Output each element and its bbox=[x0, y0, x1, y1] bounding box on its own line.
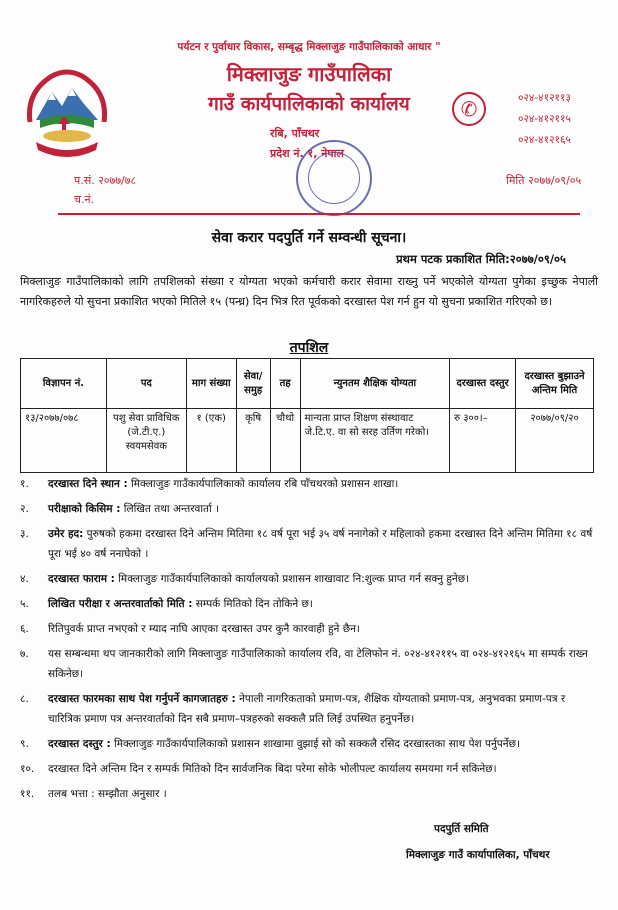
address-line-2: प्रदेश नं. १, नेपाल bbox=[270, 147, 344, 160]
committee-name: पदपुर्ति समिति bbox=[434, 823, 489, 835]
column-header: दरखास्त दस्तुर bbox=[450, 359, 516, 409]
column-header: सेवा/ समुह bbox=[236, 359, 270, 409]
column-header: विज्ञापन नं. bbox=[21, 359, 107, 409]
item-number: १०. bbox=[20, 763, 35, 775]
reference-number: प.सं. २०७७/७८ bbox=[74, 174, 137, 187]
table-cell: रु ३००।– bbox=[450, 409, 516, 473]
item-label: उमेर हद: bbox=[48, 528, 84, 540]
phone-number: ०२४-४१२११५ bbox=[518, 113, 571, 125]
list-item bbox=[20, 474, 598, 494]
phone-numbers bbox=[518, 88, 571, 151]
item-label: परीक्षाको किसिम : bbox=[48, 503, 121, 515]
item-number: ८. bbox=[20, 693, 29, 705]
signature-block bbox=[406, 822, 550, 862]
phone-number: ०२४-४१२११३ bbox=[518, 92, 571, 104]
item-text: तलब भत्ता : सम्झौता अनुसार । bbox=[48, 788, 167, 800]
table-cell: मान्यता प्राप्त शिक्षण संस्थावाट जे.टि.ए. वा सो सरह उर्तिण गरेको। bbox=[300, 409, 450, 473]
table-header-row bbox=[21, 359, 594, 409]
phone-number: ०२४-४१२१६५ bbox=[518, 134, 571, 146]
table-cell: चौथो bbox=[270, 409, 300, 473]
item-label: दरखास्त फाराम : bbox=[48, 573, 115, 585]
office-name: गाउँ कार्यपालिकाको कार्यालय bbox=[208, 93, 410, 115]
list-item bbox=[20, 569, 598, 589]
item-text: मिक्लाजुङ गाउँकार्यपालिकाको कार्यालय रबि पाँचथरको प्रशासन शाखा। bbox=[127, 478, 399, 490]
item-text: नेपाली नागरिकताको प्रमाण-पत्र, शैक्षिक योग्यताको प्रमाण-पत्र, अनुभवका प्रमाण-पत्र र चारित्रिक प्रमाण पत्र अन्तरवार्ताको दिन सबै प्रमाण–पत्रहरुको सक्कलै प्रति लिई उपस्थित हनुपर्नेछ। bbox=[48, 693, 566, 725]
item-number: ४. bbox=[20, 573, 29, 585]
address-line-1: रबि, पाँचथर bbox=[270, 127, 320, 140]
office-stamp bbox=[296, 140, 372, 216]
org-name: मिक्लाजुङ गाउँपालिका bbox=[226, 62, 392, 86]
list-item bbox=[20, 594, 598, 614]
list-item bbox=[20, 644, 598, 684]
list-item bbox=[20, 524, 598, 564]
table-cell: कृषि bbox=[236, 409, 270, 473]
list-item bbox=[20, 734, 598, 754]
list-item bbox=[20, 689, 598, 729]
list-item bbox=[20, 619, 598, 639]
phone-icon: ✆ bbox=[452, 92, 486, 126]
table-cell: १ (एक) bbox=[186, 409, 236, 473]
dispatch-number: च.नं. bbox=[74, 193, 95, 206]
item-label: दरखास्त फारमका साथ पेश गर्नुपर्ने कागजातहरु : bbox=[48, 693, 236, 705]
item-text: लिखित तथा अन्तरवार्ता । bbox=[120, 503, 220, 515]
item-text: मिक्लाजुङ गाउँकार्यपालिकाको कार्यालयको प्रशासन शाखावाट नि:शुल्क प्राप्त गर्न सक्नु हुनेछ। bbox=[114, 573, 470, 585]
item-text: रितिपुवर्क प्राप्त नभएको र म्याद नाघि आएका दरखास्त उपर कुनै कारवाही हुने छैन। bbox=[48, 623, 360, 635]
column-header: दरखास्त बुझाउने अन्तिम मिति bbox=[516, 359, 594, 409]
list-item bbox=[20, 499, 598, 519]
item-number: ५. bbox=[20, 598, 29, 610]
vacancy-table bbox=[20, 358, 594, 473]
motto: पर्यटन र पुर्वाधार विकास, सम्बृद्ध मिक्लाजुङ गाउँपालिकाको आधार " bbox=[177, 41, 441, 53]
list-item bbox=[20, 759, 598, 779]
item-text: मिक्लाजुङ गाउँकार्यपालिकाको प्रशासन शाखामा वुझाई सो को सक्कलै रसिद दरखास्तका साथ पेश पर्नुपर्नेछ। bbox=[110, 738, 520, 750]
table-cell: पशु सेवा प्राविधिक (जे.टी.ए.) स्वयमसेवक bbox=[106, 409, 186, 473]
item-number: १. bbox=[20, 478, 29, 490]
table-title: तपशिल bbox=[289, 340, 329, 356]
item-text: सम्पर्क मितिको दिन तोकिने छ। bbox=[192, 598, 313, 610]
item-label: दरखास्त दस्तुर : bbox=[48, 738, 111, 750]
column-header: पद bbox=[106, 359, 186, 409]
table-cell: २०७७/०९/२० bbox=[516, 409, 594, 473]
letter-date: मिति २०७७/०९/०५ bbox=[506, 174, 582, 187]
item-number: ६. bbox=[20, 623, 29, 635]
item-number: ७. bbox=[20, 648, 29, 660]
column-header: माग संख्या bbox=[186, 359, 236, 409]
item-label: लिखित परीक्षा र अन्तरवार्ताको मिति : bbox=[48, 598, 193, 610]
notice-title: सेवा करार पदपुर्ति गर्ने सम्वन्धी सूचना। bbox=[211, 230, 407, 246]
item-text: यस सम्बन्धमा थप जानकारीको लागि मिक्लाजुङ गाउँपालिकाको कार्यालय रवि, वा टेलिफोन नं. ०२४-४१२११५ वा ०२४-४१२१६५ मा सम्पर्क राख्न सकिनेछ। bbox=[48, 648, 588, 680]
item-number: २. bbox=[20, 503, 29, 515]
intro-paragraph: मिक्लाजुङ गाउँपालिकाको लागि तपशिलको संख्या र योग्यता भएको कर्मचारी करार सेवामा राख्नु पर्ने भएकोले योग्यता पुगेका इच्छुक नेपाली नागरिकहरुले यो सुचना प्रकाशित भएको मितिले १५ (पन्ध्र) दिन भित्र रित पूर्वकको दरखास्त पेश गर्न हुन यो सुचना प्रकाशित गरिएको छ। bbox=[20, 275, 598, 308]
item-number: ११. bbox=[20, 788, 35, 800]
item-text: पुरुषको हकमा दरखास्त दिने अन्तिम मितिमा १८ वर्ष पूरा भई ३५ वर्ष ननागेको र महिलाको हकमा दरखास्त दिने अन्तिम मितिमा १८ वर्ष पूरा भई ४० वर्ष ननाघेको । bbox=[48, 528, 593, 560]
column-header: तह bbox=[270, 359, 300, 409]
item-label: दरखास्त दिने स्थान : bbox=[48, 478, 128, 490]
list-item bbox=[20, 784, 598, 804]
column-header: न्युनतम शैक्षिक योग्यता bbox=[300, 359, 450, 409]
conditions-list bbox=[20, 474, 598, 809]
item-text: दरखास्त दिने अन्तिम दिन र सम्पर्क मितिको दिन सार्वजनिक बिदा परेमा सोके भोलीपल्ट कार्यालय समयमा गर्न सकिनेछ। bbox=[48, 763, 497, 775]
header-divider bbox=[58, 213, 580, 215]
office-signature-line: मिक्लाजुङ गाउँ कार्यापालिका, पाँचथर bbox=[406, 849, 550, 861]
item-number: ३. bbox=[20, 528, 29, 540]
table-row bbox=[21, 409, 594, 473]
first-published-date: प्रथम पटक प्रकाशित मिति:२०७७/०९/०५ bbox=[396, 252, 566, 266]
table-cell: १३/२०७७/०७८ bbox=[21, 409, 107, 473]
nepal-emblem-icon bbox=[22, 62, 112, 162]
item-number: ९. bbox=[20, 738, 29, 750]
